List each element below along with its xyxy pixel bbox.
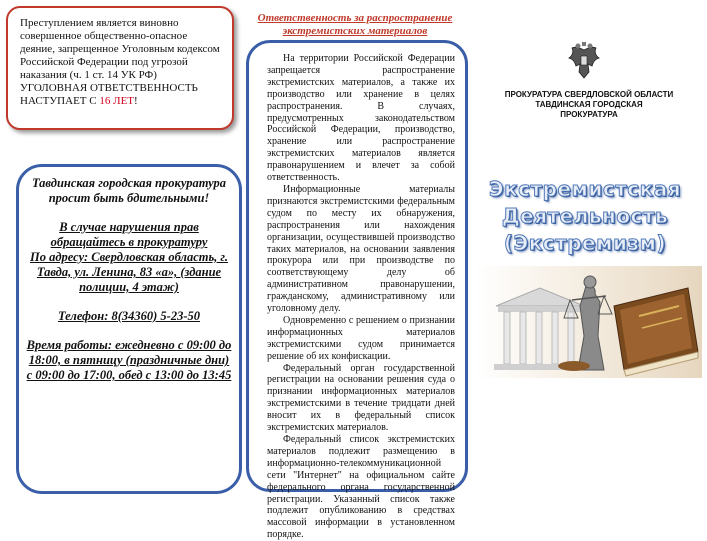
paragraph-registration: Федеральный орган государственной регистрации на основании решения суда о признании информационных материалов экстремистскими в течение тридцати дней вносит их в федеральный список экстремистских материалов. [267,362,455,434]
office-address: По адресу: Свердловская область, г. Тавда, ул. Ленина, 83 «а», (здание полиции, 4 этаж) [29,250,229,294]
office-phone: Телефон: 8(34360) 5-23-50 [57,309,201,323]
title-line-extremist: Экстремистская [488,177,682,201]
org-line-office: ПРОКУРАТУРА [560,110,618,119]
org-line-region: ПРОКУРАТУРА СВЕРДЛОВСКОЙ ОБЛАСТИ [504,90,674,99]
themis-justice-law-book-illustration-icon [474,266,702,378]
office-hours: Время работы: ежедневно с 09:00 до 18:00, в пятницу (праздничные дни) с 09:00 до 17:00, обед с 13:00 до 13:45 [26,338,232,382]
leaflet-main-title [470,176,700,257]
paragraph-confiscation: Одновременно с решением о признании информационных материалов экстремистскими судом принимается решение об их конфискации. [267,314,455,362]
liability-age-tail: ! [134,95,138,107]
paragraph-prohibition: На территории Российской Федерации запрещается распространение экстремистских материалов, а также их производство или хранение в целях распространения. В случаях, предусмотренных законодательством Российской Федерации, производство, хранение или распространение экстремистских материалов является правонарушением и влечет за собой ответственность. [267,53,455,184]
title-line-extremism: (Экстремизм) [503,231,667,255]
contact-info-box [16,164,242,494]
paragraph-recognition: Информационные материалы признаются экстремистскими федеральным судом по месту их обнаружения, распространения или нахождения организации, осуществившей производство таких материалов, на основании заявления прокурора или при производстве по соответствующему делу об административном правонарушении, гражданскому, административному или уголовному делу. [267,183,455,315]
middle-section-title: Ответственность за распространение экстремистских материалов [257,12,453,37]
title-line-activity: Деятельность [501,204,669,228]
liability-text-box [246,40,468,541]
criminal-liability-text: Преступлением является виновно совершенное общественно-опасное деяние, запрещенное Уголовным кодексом Российской Федерации под угрозой наказания (ч. 1 ст. 14 УК РФ) УГОЛОВНАЯ ОТВЕТСТВЕННОСТЬ НАСТУПАЕТ С [20,17,220,107]
vigilance-appeal: Тавдинская городская прокуратура просит быть бдительными! [31,176,226,205]
liability-age: 16 ЛЕТ [99,95,135,107]
criminal-liability-box [6,6,234,130]
violation-notice: В случае нарушения прав обращайтесь в прокуратуру [50,220,208,249]
prosecutor-office-name [484,90,694,120]
paragraph-publication: Федеральный список экстремистских материалов подлежит размещению в информационно-телекоммуникационной сети "Интернет" на официальном сайте федерального органа государственной регистрации. Указанный список также подлежит опубликованию в средствах массовой информации в установленном порядке. [267,434,455,541]
org-line-city: ТАВДИНСКАЯ ГОРОДСКАЯ [535,100,643,109]
double-headed-eagle-emblem-icon [566,42,602,82]
